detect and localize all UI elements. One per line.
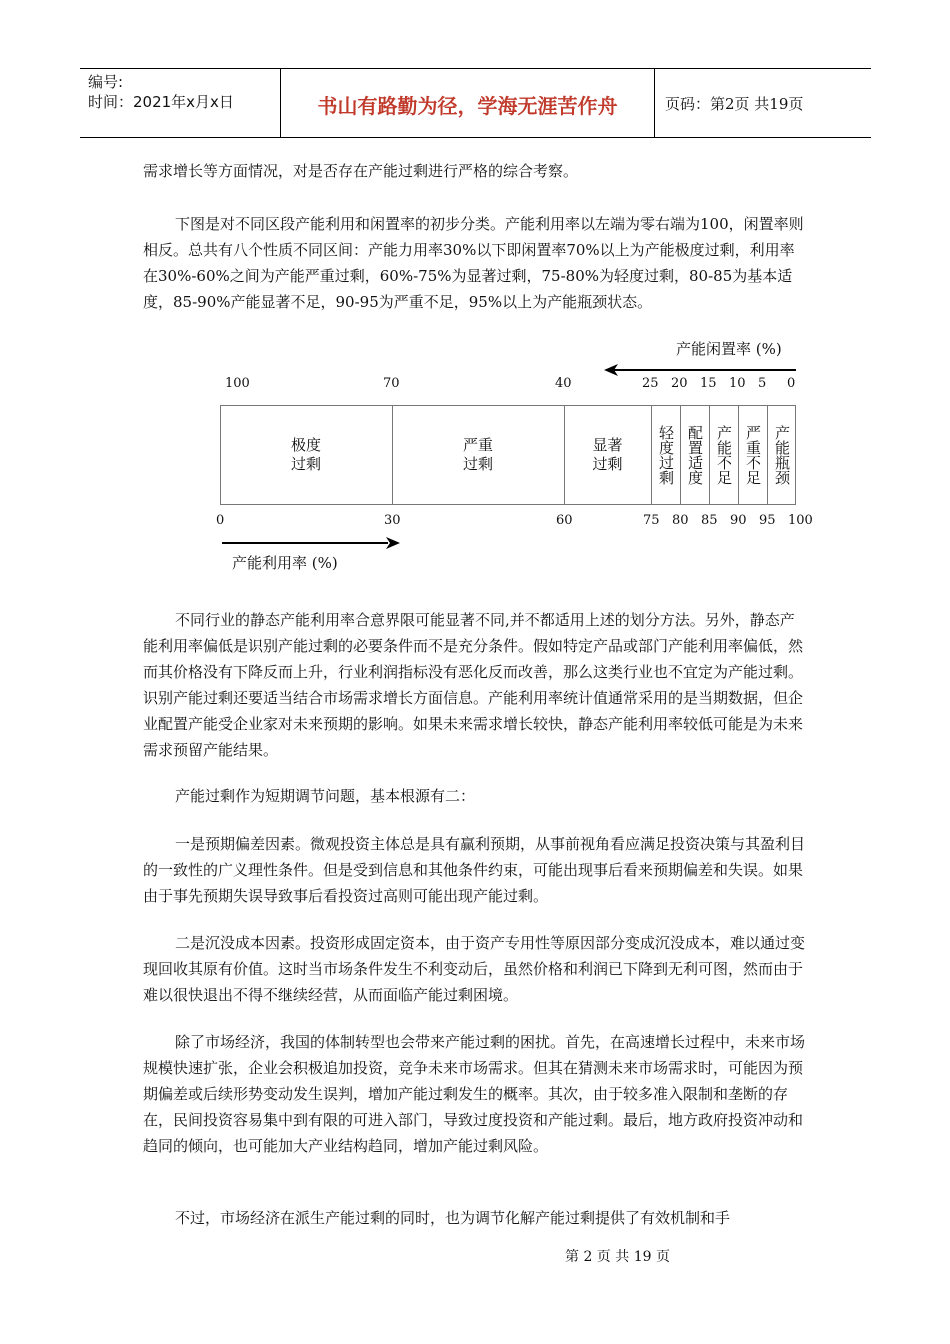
util-tick-label: 0 (216, 513, 225, 528)
paragraph: 产能过剩作为短期调节问题，基本根源有二： (175, 787, 476, 805)
idle-rate-title: 产能闲置率 (%) (676, 340, 782, 358)
header-meta-cell (80, 69, 281, 137)
idle-tick-label: 0 (787, 376, 796, 391)
segment-label: 严重 过剩 (462, 436, 493, 473)
idle-tick-label: 25 (642, 376, 659, 391)
idle-tick-label: 70 (383, 376, 400, 391)
paragraph: 需求增长等方面情况，对是否存在产能过剩进行严格的综合考察。 (143, 162, 579, 180)
header-motto-cell (281, 69, 655, 137)
header-page-info: 页码：第2页 共19页 (665, 95, 804, 113)
document-date: 时间：2021年x月x日 (88, 93, 234, 111)
util-tick-label: 95 (759, 513, 776, 528)
document-number-label: 编号: (88, 73, 124, 91)
paragraph: 二是沉没成本因素。投资形成固定资本，由于资产专用性等原因部分变成沉没成本，难以通过变现回收其原有价值。这时当市场条件发生不利变动后，虽然价格和利润已下降到无利可图，然而由于难以很快退出不得不继续经营，从而面临产能过剩困境。 (143, 934, 806, 1004)
util-rate-title: 产能利用率 (%) (232, 554, 338, 572)
page-footer: 第 2 页 共 19 页 (565, 1249, 670, 1265)
segment-label: 产能不足 (715, 425, 733, 485)
segment-label: 显著 过剩 (592, 436, 623, 473)
paragraph: 一是预期偏差因素。微观投资主体总是具有赢利预期，从事前视角看应满足投资决策与其盈利目的一致性的广义理性条件。但是受到信息和其他条件约束，可能出现事后看来预期偏差和失误。如果由于事先预期失误导致事后看投资过高则可能出现产能过剩。 (143, 835, 806, 905)
idle-tick-label: 5 (758, 376, 767, 391)
header-motto: 书山有路勤为径，学海无涯苦作舟 (317, 94, 618, 118)
paragraph: 下图是对不同区段产能利用和闲置率的初步分类。产能利用率以左端为零右端为100，闲置率则相反。总共有八个性质不同区间：产能力用率30%以下即闲置率70%以上为产能极度过剩，利用率在30%-60%之间为产能严重过剩，60%-75%为显著过剩，75-80%为轻度过剩，80-85为基本适度，85-90%产能显著不足，90-95为严重不足，95%以上为产能瓶颈状态。 (143, 215, 804, 311)
util-tick-label: 30 (384, 513, 401, 528)
idle-tick-label: 100 (225, 376, 250, 391)
idle-tick-label: 40 (555, 376, 572, 391)
util-tick-label: 75 (643, 513, 660, 528)
idle-tick-label: 15 (700, 376, 717, 391)
segment-label: 配置适度 (686, 425, 704, 485)
util-tick-label: 90 (730, 513, 747, 528)
util-tick-label: 100 (788, 513, 813, 528)
idle-tick-label: 20 (671, 376, 688, 391)
util-rate-arrow (220, 535, 405, 551)
util-tick-label: 80 (672, 513, 689, 528)
paragraph: 除了市场经济，我国的体制转型也会带来产能过剩的困扰。首先，在高速增长过程中，未来市场规模快速扩张，企业会积极追加投资，竞争未来市场需求。但其在猜测未来市场需求时，可能因为预期偏差或后续形势变动发生误判，增加产能过剩发生的概率。其次，由于较多准入限制和垄断的存在，民间投资容易集中到有限的可进入部门，导致过度投资和产能过剩。最后，地方政府投资冲动和趋同的倾向，也可能加大产业结构趋同，增加产能过剩风险。 (143, 1033, 806, 1155)
segment-label: 轻度过剩 (657, 425, 675, 485)
segment-label: 极度 过剩 (290, 436, 321, 473)
segment-label: 严重不足 (744, 425, 762, 485)
idle-tick-label: 10 (729, 376, 746, 391)
page-header (80, 68, 871, 138)
header-page-cell (655, 69, 871, 137)
util-tick-label: 85 (701, 513, 718, 528)
paragraph: 不过，市场经济在派生产能过剩的同时，也为调节化解产能过剩提供了有效机制和手 (175, 1209, 731, 1227)
paragraph: 不同行业的静态产能利用率合意界限可能显著不同,并不都适用上述的划分方法。另外，静态产能利用率偏低是识别产能过剩的必要条件而不是充分条件。假如特定产品或部门产能利用率偏低，然而其价格没有下降反而上升，行业利润指标没有恶化反而改善，那么这类行业也不宜定为产能过剩。识别产能过剩还要适当结合市场需求增长方面信息。产能利用率统计值通常采用的是当期数据，但企业配置产能受企业家对未来预期的影响。如果未来需求增长较快，静态产能利用率较低可能是为未来需求预留产能结果。 (143, 611, 804, 759)
segment-label: 产能瓶颈 (773, 425, 791, 485)
util-tick-label: 60 (556, 513, 573, 528)
